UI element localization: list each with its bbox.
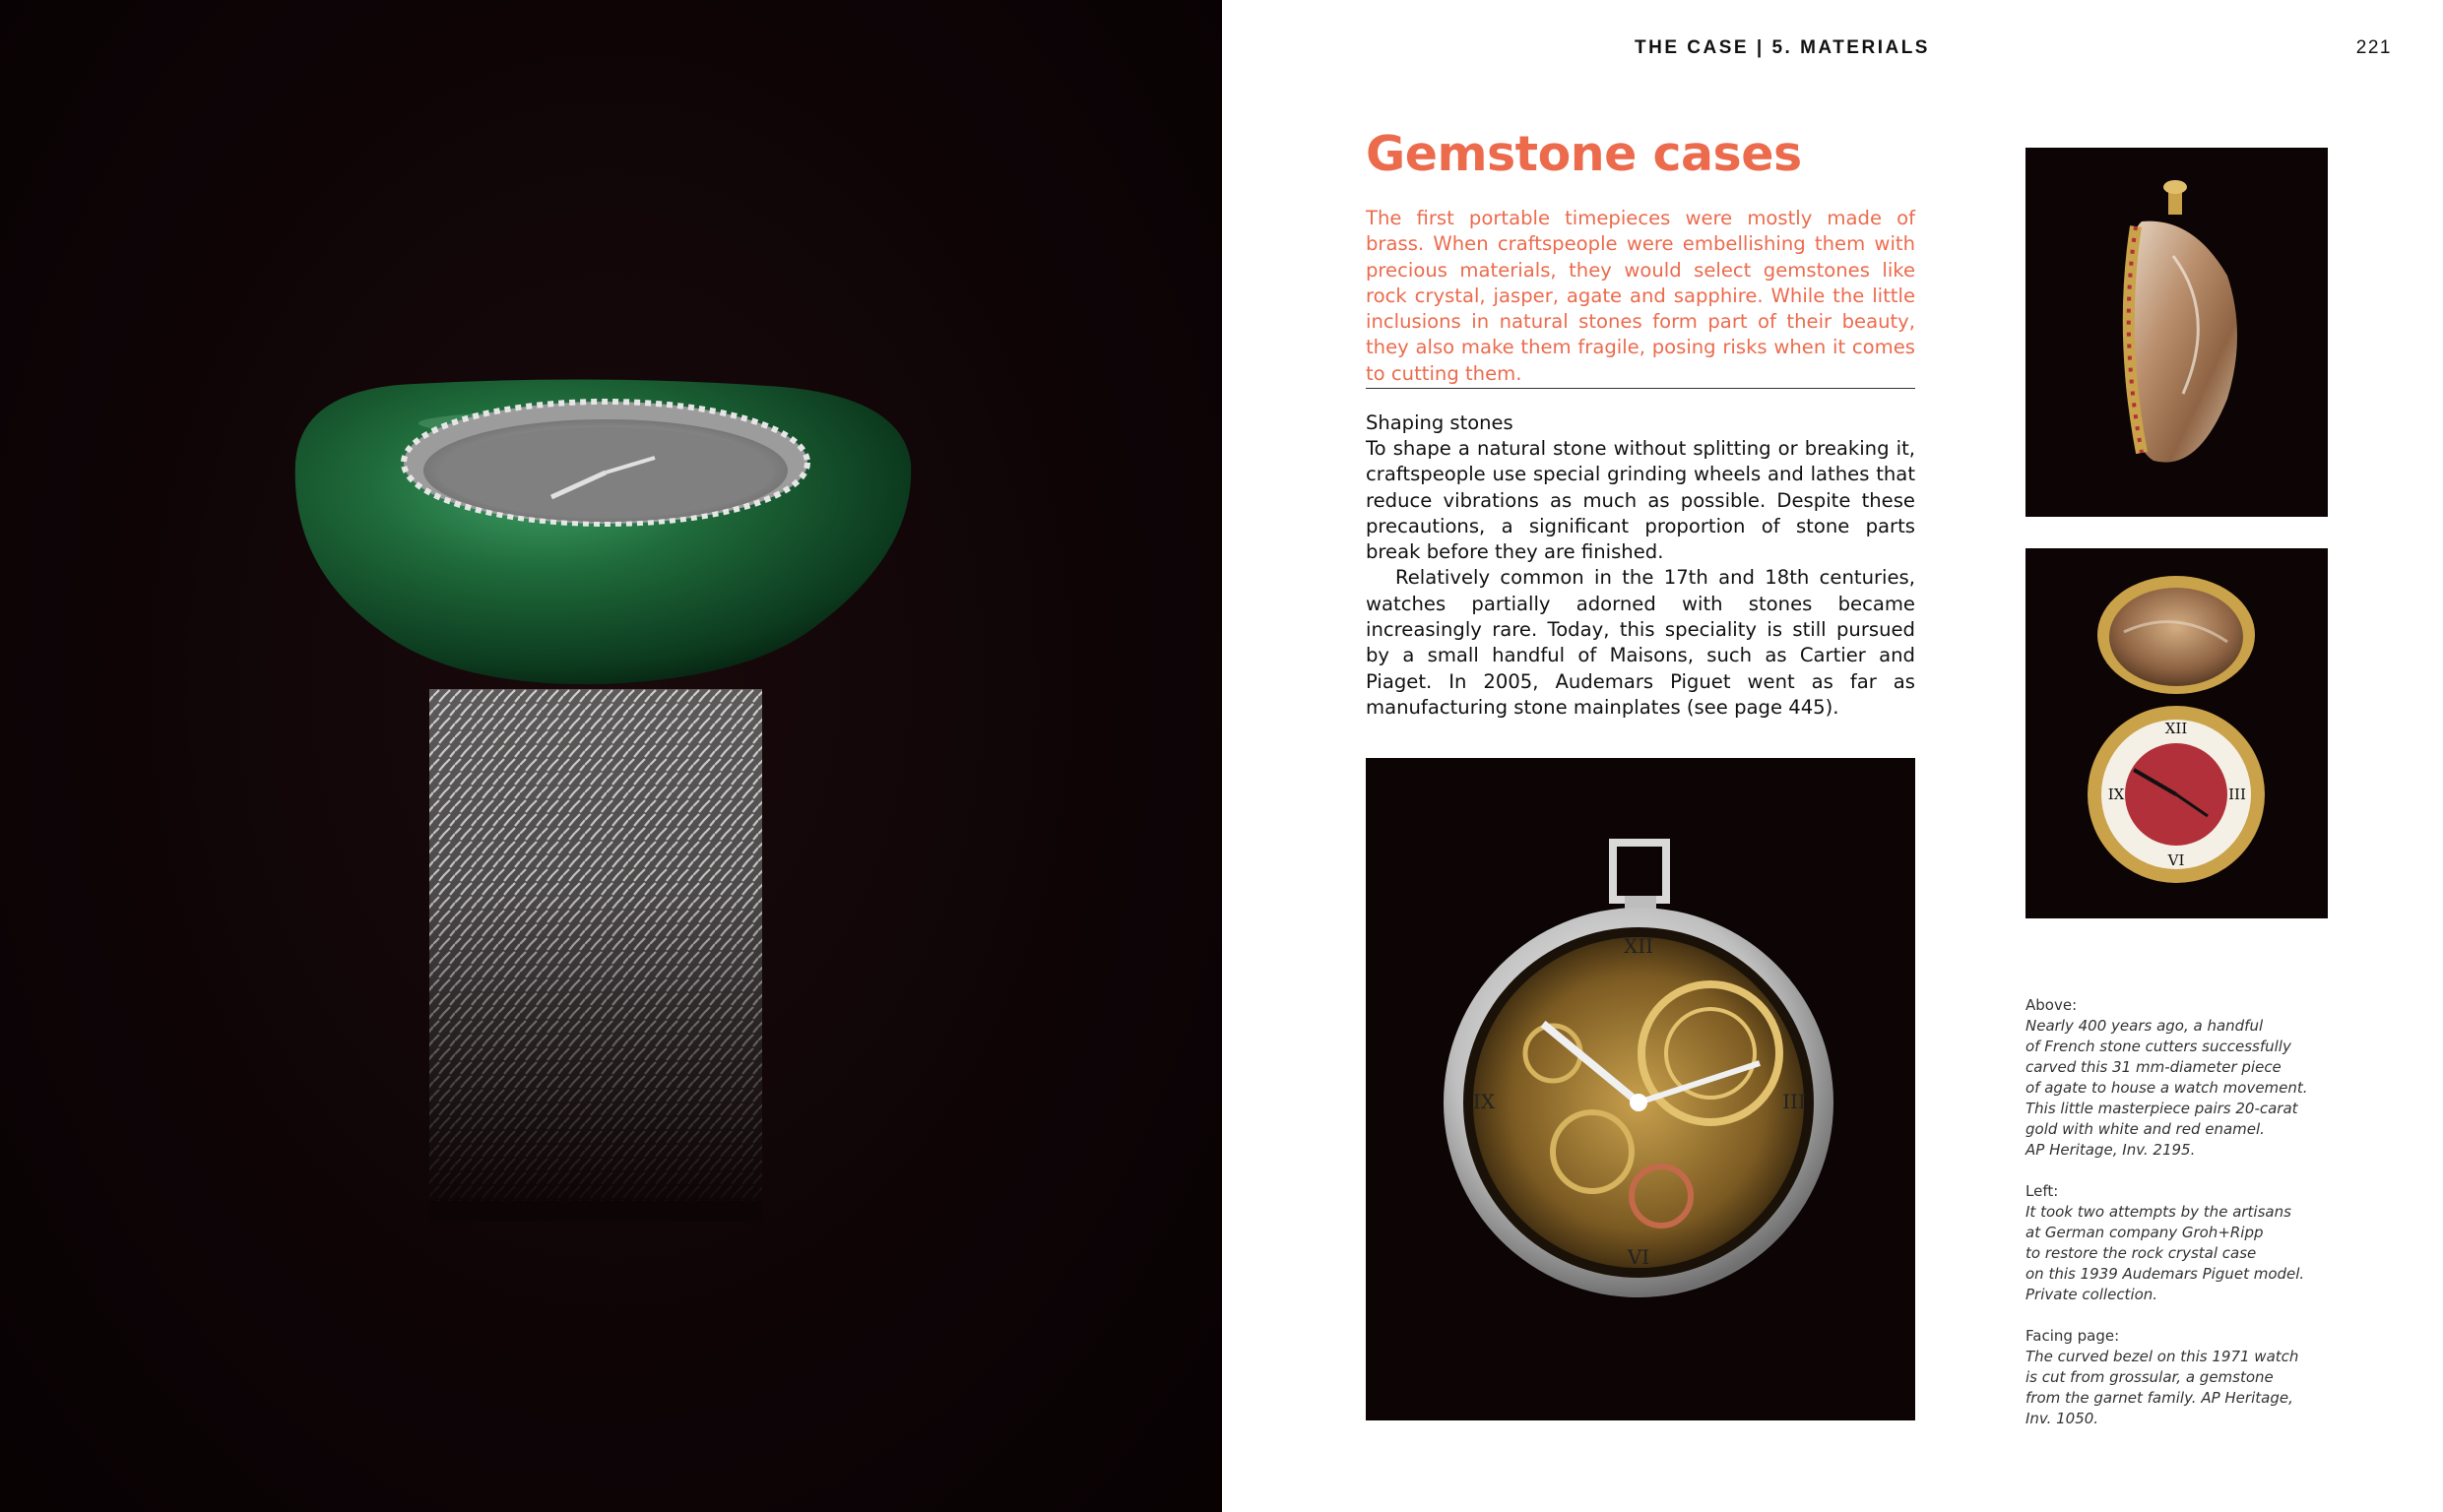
agate-watch-side-image [2025,148,2328,517]
caption-left [2025,1181,2321,1305]
caption-text: The curved bezel on this 1971 watch is cut from grossular, a gemstone from the garnet family. AP Heritage, Inv. 1050. [2025,1348,2299,1427]
running-head: THE CASE | 5. MATERIALS [1635,37,1930,58]
page-number: 221 [2355,37,2392,58]
svg-text:XII: XII [1623,934,1654,958]
svg-text:IX: IX [1472,1090,1496,1113]
caption-above [2025,995,2321,1161]
caption-label: Left: [2025,1182,2059,1200]
svg-text:VI: VI [1627,1245,1650,1269]
skeleton-pocket-watch-photo [1366,758,1915,1420]
skeleton-watch-image [1366,758,1915,1420]
caption-text: Nearly 400 years ago, a handful of French stone cutters successfully carved this 31 mm-diameter piece of agate to house a watch movement. This little masterpiece pairs 20-carat gold with white and red enamel. AP Heritage, Inv. 2195. [2025,1017,2308,1159]
agate-watch-open-image [2025,548,2328,918]
subheading: Shaping stones [1366,411,1513,434]
article-lead: The first portable timepieces were mostly made of brass. When craftspeople were embellishing them with precious materials, they would select gemstones like rock crystal, jasper, agate and sapphire. While the little inclusions in natural stones form part of their beauty, they also make them fragile, posing risks when it comes to cutting them. [1366,207,1915,385]
section-divider [1366,388,1915,389]
caption-facing-page [2025,1326,2321,1429]
paragraph: To shape a natural stone without splitting or breaking it, craftspeople use special grinding wheels and lathes that reduce vibrations as much as possible. Despite these precautions, a significant proportion of stone parts break before they are finished. [1366,437,1915,564]
svg-text:III: III [1782,1090,1806,1113]
caption-label: Facing page: [2025,1327,2120,1345]
body-text [1366,436,1915,721]
svg-text:XII: XII [2164,720,2188,737]
caption-text: It took two attempts by the artisans at German company Groh+Ripp to restore the rock crystal case on this 1939 Audemars Piguet model. Private collection. [2025,1203,2305,1303]
paragraph: Relatively common in the 17th and 18th centuries, watches partially adorned with stones became increasingly rare. Today, this speciality is still pursued by a small handful of Maisons, such as Cartier and Piaget. In 2005, Audemars Piguet went as far as manufacturing stone mainplates (see page 445). [1366,566,1915,719]
agate-watch-open-photo [2025,548,2328,918]
captions [2025,995,2321,1450]
svg-text:III: III [2228,786,2246,803]
svg-text:VI: VI [2167,851,2185,869]
caption-label: Above: [2025,996,2078,1014]
svg-text:IX: IX [2107,786,2125,803]
article-title: Gemstone cases [1366,126,1802,182]
agate-watch-side-photo [2025,148,2328,517]
